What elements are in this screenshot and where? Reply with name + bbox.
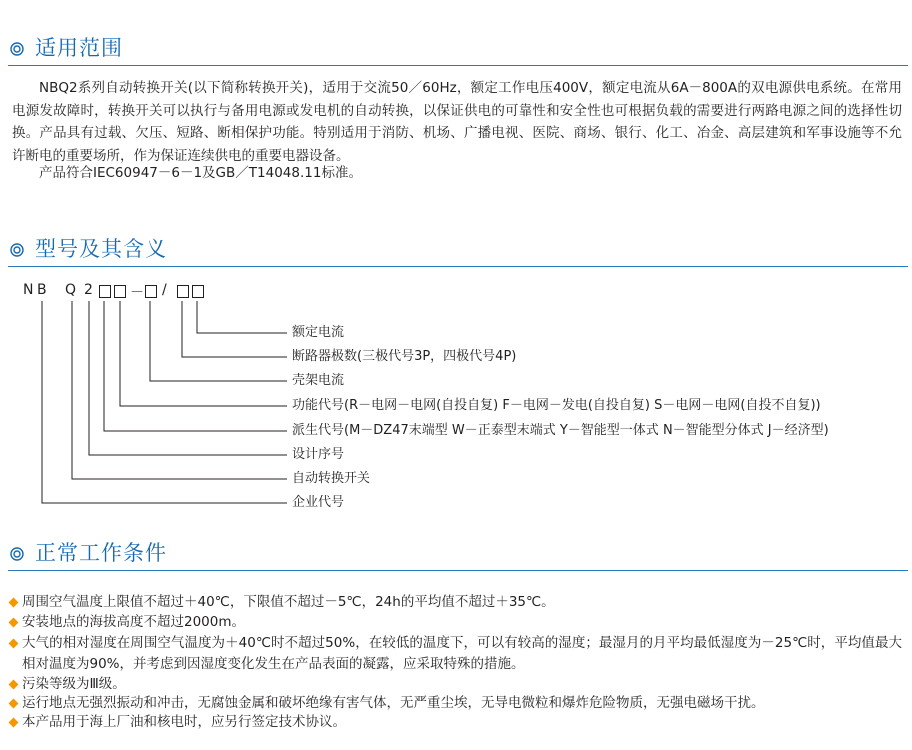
condition-text: 运行地点无强烈振动和冲击，无腐蚀金属和破坏绝缘有害气体，无严重尘埃，无导电微粒和爆炸危险物质，无强电磁场干扰。 [22, 695, 765, 711]
code-char-b: B [37, 282, 47, 298]
meaning-ats: 自动转换开关 [292, 471, 371, 486]
meaning-derivative-code: 派生代号(M－DZ47末端型 W－正泰型末端式 Y－智能型一体式 N－智能型分体式 J－经济型) [292, 423, 829, 438]
code-placeholder-box [99, 285, 111, 298]
meaning-function-code: 功能代号(R－电网－电网(自投自复) F－电网－发电(自投自复) S－电网－电网(自投不自复)) [292, 398, 821, 413]
meaning-design-number: 设计序号 [292, 447, 345, 462]
leader-line-design-number [89, 301, 287, 455]
list-item [8, 612, 902, 633]
meaning-enterprise-code: 企业代号 [292, 495, 345, 510]
list-item [8, 712, 902, 733]
code-char-slash: / [162, 282, 167, 298]
code-placeholder-box [192, 285, 204, 298]
code-char-dash: － [130, 285, 144, 301]
code-placeholder-box [177, 285, 189, 298]
diamond-icon [9, 718, 19, 728]
condition-text: 周围空气温度上限值不超过＋40℃，下限值不超过－5℃，24h的平均值不超过＋35℃。 [22, 594, 555, 610]
leader-line-poles [182, 301, 287, 357]
code-char-q: Q [65, 282, 77, 298]
code-placeholder-box [145, 285, 157, 298]
leader-line-derivative-code [104, 301, 287, 431]
diamond-icon [9, 699, 19, 709]
meaning-poles: 断路器极数(三极代号3P，四极代号4P) [292, 349, 517, 364]
double-circle-icon [10, 547, 24, 561]
list-item [8, 693, 902, 714]
diamond-icon [9, 618, 19, 628]
scope-paragraph: NBQ2系列自动转换开关(以下简称转换开关)，适用于交流50／60Hz，额定工作电压400V，额定电流从6A－800A的双电源供电系统。在常用电源发故障时，转换开关可以执行与备用电源或发电机的自动转换，以保证供电的可靠性和安全性也可根据负载的需要进行两路电源之间的选择性切换。产品具有过载、欠压、短路、断相保护功能。特别适用于消防、机场、广播电视、医院、商场、银行、化工、冶金、高层建筑和军事设施等不允许断电的重要场所，作为保证连续供电的重要电器设备。 [12, 80, 902, 164]
section-title-model: 型号及其含义 [35, 237, 167, 261]
leader-line-enterprise-code [42, 301, 287, 503]
code-placeholder-box [114, 285, 126, 298]
section-title-conditions: 正常工作条件 [35, 541, 167, 565]
list-item [8, 633, 902, 675]
leader-line-rated-current [197, 301, 287, 333]
meaning-rated-current: 额定电流 [292, 325, 345, 340]
list-item [8, 674, 902, 695]
condition-text: 大气的相对湿度在周围空气温度为＋40℃时不超过50%，在较低的温度下，可以有较高的湿度；最湿月的月平均最低湿度为－25℃时，平均值最大相对温度为90%，并考虑到因湿度变化发生在产品表面的凝露，应采取特殊的措施。 [22, 635, 902, 672]
list-item [8, 592, 902, 613]
code-char-2: 2 [84, 282, 93, 298]
diamond-icon [9, 639, 19, 649]
meaning-frame-current: 壳架电流 [292, 373, 345, 388]
leader-line-function-code [120, 301, 287, 406]
diamond-icon [9, 680, 19, 690]
diamond-icon [9, 598, 19, 608]
section-title-scope: 适用范围 [35, 36, 123, 60]
section-divider [8, 570, 908, 571]
condition-text: 本产品用于海上厂油和核电时，应另行签定技术协议。 [22, 714, 346, 730]
condition-text: 污染等级为Ⅲ级。 [22, 676, 126, 692]
section-header-conditions [8, 535, 908, 571]
leader-line-frame-current [150, 301, 287, 381]
code-char-n: N [23, 282, 34, 298]
scope-standard-paragraph: 产品符合IEC60947－6－1及GB／T14048.11标准。 [39, 165, 362, 181]
condition-text: 安装地点的海拔高度不超过2000m。 [22, 614, 246, 630]
